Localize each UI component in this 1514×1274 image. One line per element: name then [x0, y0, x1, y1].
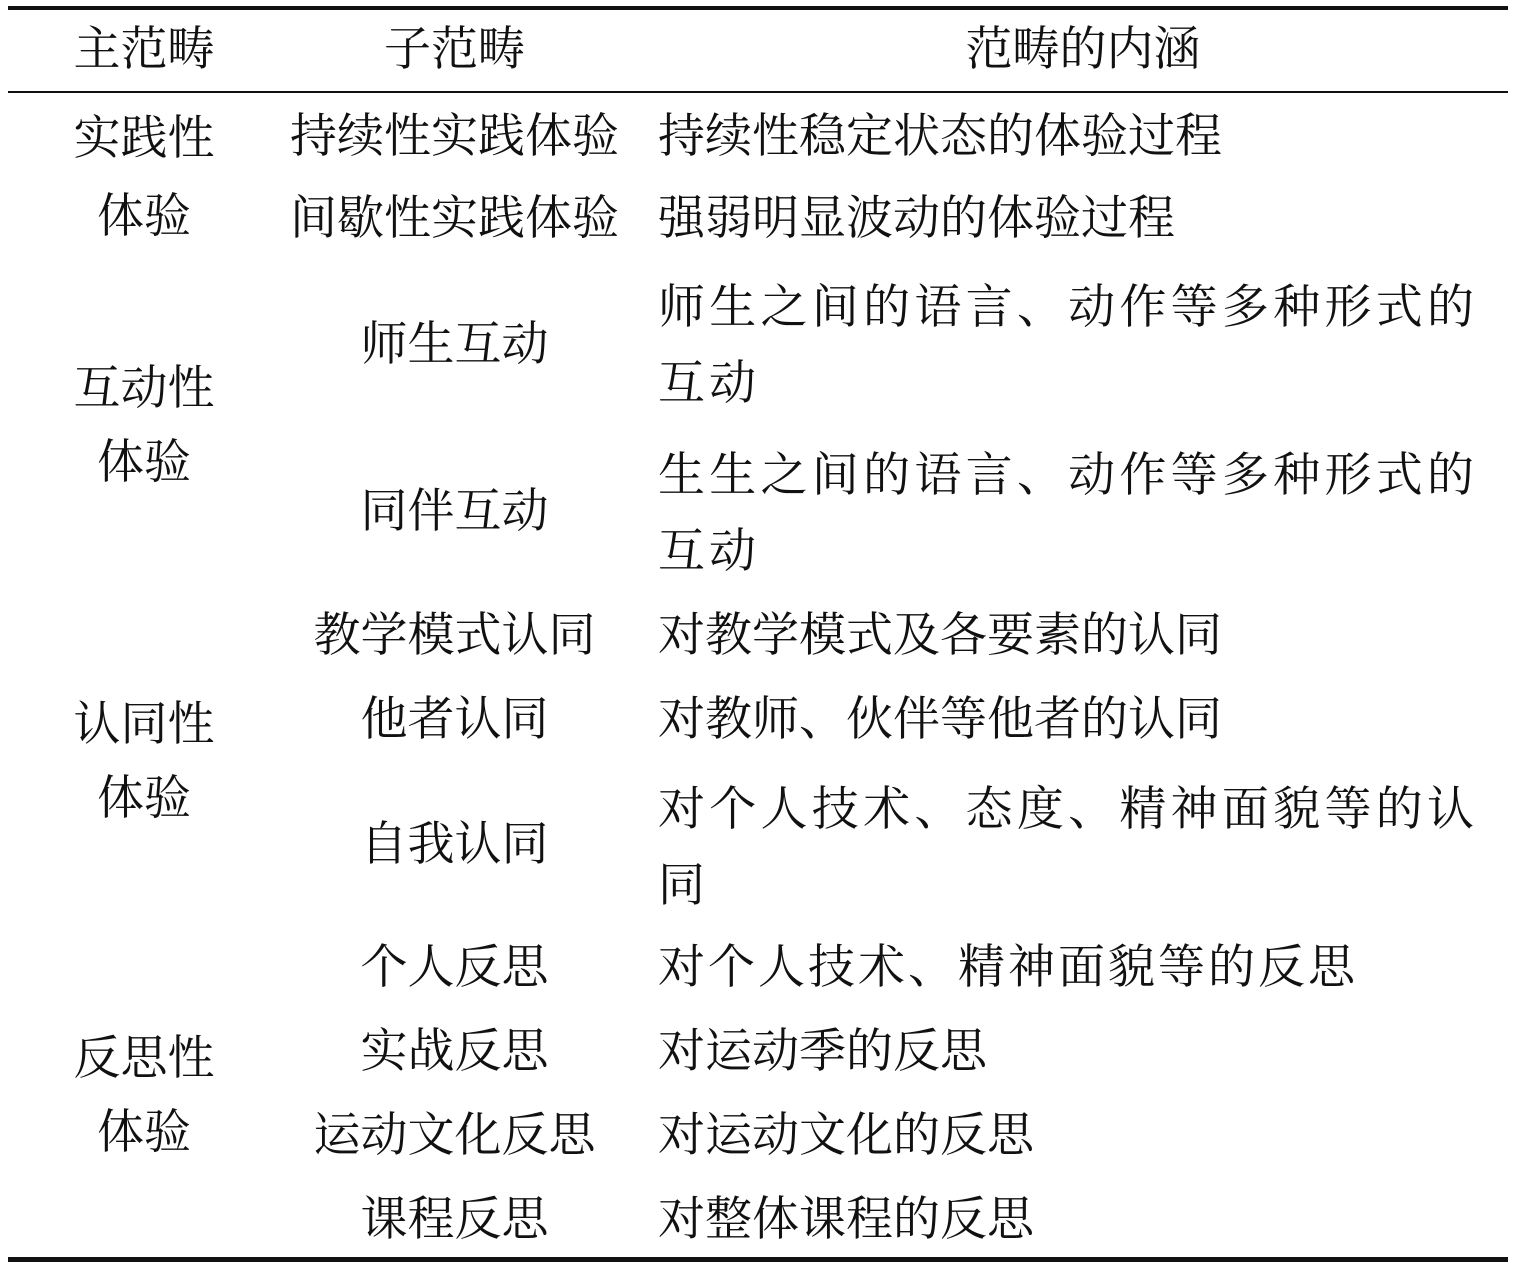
main-category-practice-line1: 实践性 — [73, 111, 215, 166]
definition-course-reflection: 对整体课程的反思 — [658, 1192, 1034, 1247]
definition-continuous-practice: 持续性稳定状态的体验过程 — [658, 109, 1222, 164]
definition-self-identity: 对个人技术、态度、精神面貌等的认同 — [658, 782, 1478, 913]
definition-culture-reflection: 对运动文化的反思 — [658, 1108, 1034, 1163]
definition-other-identity: 对教师、伙伴等他者的认同 — [658, 692, 1222, 747]
sub-category-continuous-practice: 持续性实践体验 — [290, 109, 619, 164]
main-category-practice — [36, 96, 252, 260]
sub-category-model-identity: 教学模式认同 — [313, 608, 596, 663]
main-category-interaction-line1: 互动性 — [73, 361, 215, 416]
sub-category-other-identity: 他者认同 — [360, 692, 549, 747]
main-category-reflection-line1: 反思性 — [73, 1031, 215, 1086]
definition-intermittent-practice: 强弱明显波动的体验过程 — [658, 191, 1175, 246]
main-category-identity-line1: 认同性 — [73, 697, 215, 752]
sub-category-peer: 同伴互动 — [360, 484, 549, 539]
sub-category-course-reflection: 课程反思 — [360, 1192, 549, 1247]
sub-category-self-identity: 自我认同 — [360, 817, 549, 872]
table-top-rule — [8, 6, 1508, 10]
main-category-identity — [36, 682, 252, 842]
category-table — [8, 6, 1508, 1268]
main-category-reflection-line2: 体验 — [97, 1105, 191, 1160]
definition-teacher-student: 师生之间的语言、动作等多种形式的互动 — [658, 280, 1478, 411]
sub-category-combat-reflection: 实战反思 — [360, 1024, 549, 1079]
sub-category-culture-reflection: 运动文化反思 — [313, 1108, 596, 1163]
main-category-reflection — [36, 1016, 252, 1176]
header-definition: 范畴的内涵 — [965, 22, 1201, 77]
header-sub-category: 子范畴 — [384, 22, 525, 77]
main-category-interaction — [36, 346, 252, 506]
header-main-category: 主范畴 — [73, 22, 215, 77]
main-category-interaction-line2: 体验 — [97, 435, 191, 490]
main-category-practice-line2: 体验 — [97, 189, 191, 244]
sub-category-teacher-student: 师生互动 — [360, 317, 549, 372]
definition-peer: 生生之间的语言、动作等多种形式的互动 — [658, 448, 1478, 579]
definition-combat-reflection: 对运动季的反思 — [658, 1024, 987, 1079]
sub-category-intermittent-practice: 间歇性实践体验 — [290, 191, 619, 246]
definition-personal-reflection: 对个人技术、精神面貌等的反思 — [658, 940, 1358, 995]
table-bottom-rule — [8, 1257, 1508, 1262]
sub-category-personal-reflection: 个人反思 — [360, 940, 549, 995]
definition-model-identity: 对教学模式及各要素的认同 — [658, 608, 1222, 663]
main-category-identity-line2: 体验 — [97, 771, 191, 826]
table-header-rule — [8, 91, 1508, 93]
